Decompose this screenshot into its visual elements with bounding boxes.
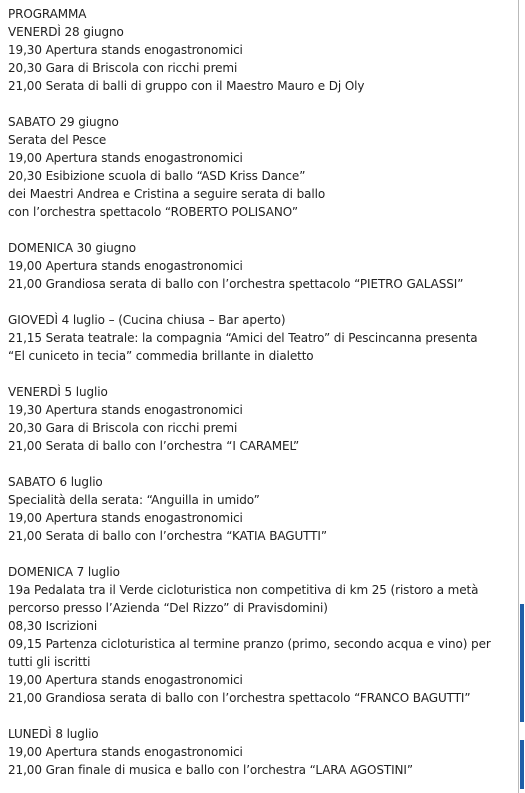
blank-line — [8, 221, 514, 239]
text-line: SABATO 6 luglio — [8, 475, 103, 489]
text-line: GIOVEDÌ 4 luglio – (Cucina chiusa – Bar aperto) — [8, 313, 286, 327]
text-line: LUNEDÌ 8 luglio — [8, 727, 99, 741]
text-line: 19,30 Apertura stands enogastronomici — [8, 403, 243, 417]
text-line: 19,00 Apertura stands enogastronomici — [8, 673, 243, 687]
text-line: PROGRAMMA — [8, 7, 87, 21]
text-line: 19,30 Apertura stands enogastronomici — [8, 43, 243, 57]
scrollbar-thumb-lower[interactable] — [520, 740, 524, 789]
text-line: 19,00 Apertura stands enogastronomici — [8, 745, 243, 759]
blank-line — [8, 293, 514, 311]
text-line: 21,15 Serata teatrale: la compagnia “Amici del Teatro” di Pescincanna presenta — [8, 331, 478, 345]
text-line: 08,30 Iscrizioni — [8, 619, 98, 633]
text-line: 21,00 Grandiosa serata di ballo con l’orchestra spettacolo “PIETRO GALASSI” — [8, 277, 464, 291]
scrollbar-thumb[interactable] — [520, 604, 524, 722]
text-line: 21,00 Serata di ballo con l’orchestra “I CARAMEL” — [8, 439, 300, 453]
text-line: VENERDÌ 28 giugno — [8, 25, 124, 39]
text-line: Serata del Pesce — [8, 133, 107, 147]
blank-line — [8, 545, 514, 563]
text-line: 21,00 Gran finale di musica e ballo con l’orchestra “LARA AGOSTINI” — [8, 763, 413, 777]
text-line: dei Maestri Andrea e Cristina a seguire serata di ballo — [8, 187, 326, 201]
text-line: 19a Pedalata tra il Verde cicloturistica non competitiva di km 25 (ristoro a metà — [8, 583, 479, 597]
text-line: 21,00 Serata di ballo con l’orchestra “KATIA BAGUTTI” — [8, 529, 327, 543]
text-line: 19,00 Apertura stands enogastronomici — [8, 151, 243, 165]
text-line: SABATO 29 giugno — [8, 115, 119, 129]
text-line: “El cuniceto in tecia” commedia brillante in dialetto — [8, 349, 314, 363]
text-line: 09,15 Partenza cicloturistica al termine pranzo (primo, secondo acqua e vino) per — [8, 637, 491, 651]
program-text — [8, 5, 514, 779]
blank-line — [8, 707, 514, 725]
blank-line — [8, 365, 514, 383]
text-line: 21,00 Grandiosa serata di ballo con l’orchestra spettacolo “FRANCO BAGUTTI” — [8, 691, 471, 705]
text-line: tutti gli iscritti — [8, 655, 91, 669]
text-line: 19,00 Apertura stands enogastronomici — [8, 511, 243, 525]
blank-line — [8, 95, 514, 113]
text-line: VENERDÌ 5 luglio — [8, 385, 108, 399]
text-line: 20,30 Gara di Briscola con ricchi premi — [8, 421, 238, 435]
text-line: 20,30 Esibizione scuola di ballo “ASD Kriss Dance” — [8, 169, 306, 183]
text-line: 19,00 Apertura stands enogastronomici — [8, 259, 243, 273]
text-line: 20,30 Gara di Briscola con ricchi premi — [8, 61, 238, 75]
text-line: Specialità della serata: “Anguilla in umido” — [8, 493, 260, 507]
text-line: percorso presso l’Azienda “Del Rizzo” di Pravisdomini) — [8, 601, 328, 615]
text-line: 21,00 Serata di balli di gruppo con il Maestro Mauro e Dj Oly — [8, 79, 365, 93]
text-line: con l’orchestra spettacolo “ROBERTO POLISANO” — [8, 205, 298, 219]
text-line: DOMENICA 7 luglio — [8, 565, 120, 579]
text-line: DOMENICA 30 giugno — [8, 241, 136, 255]
blank-line — [8, 455, 514, 473]
